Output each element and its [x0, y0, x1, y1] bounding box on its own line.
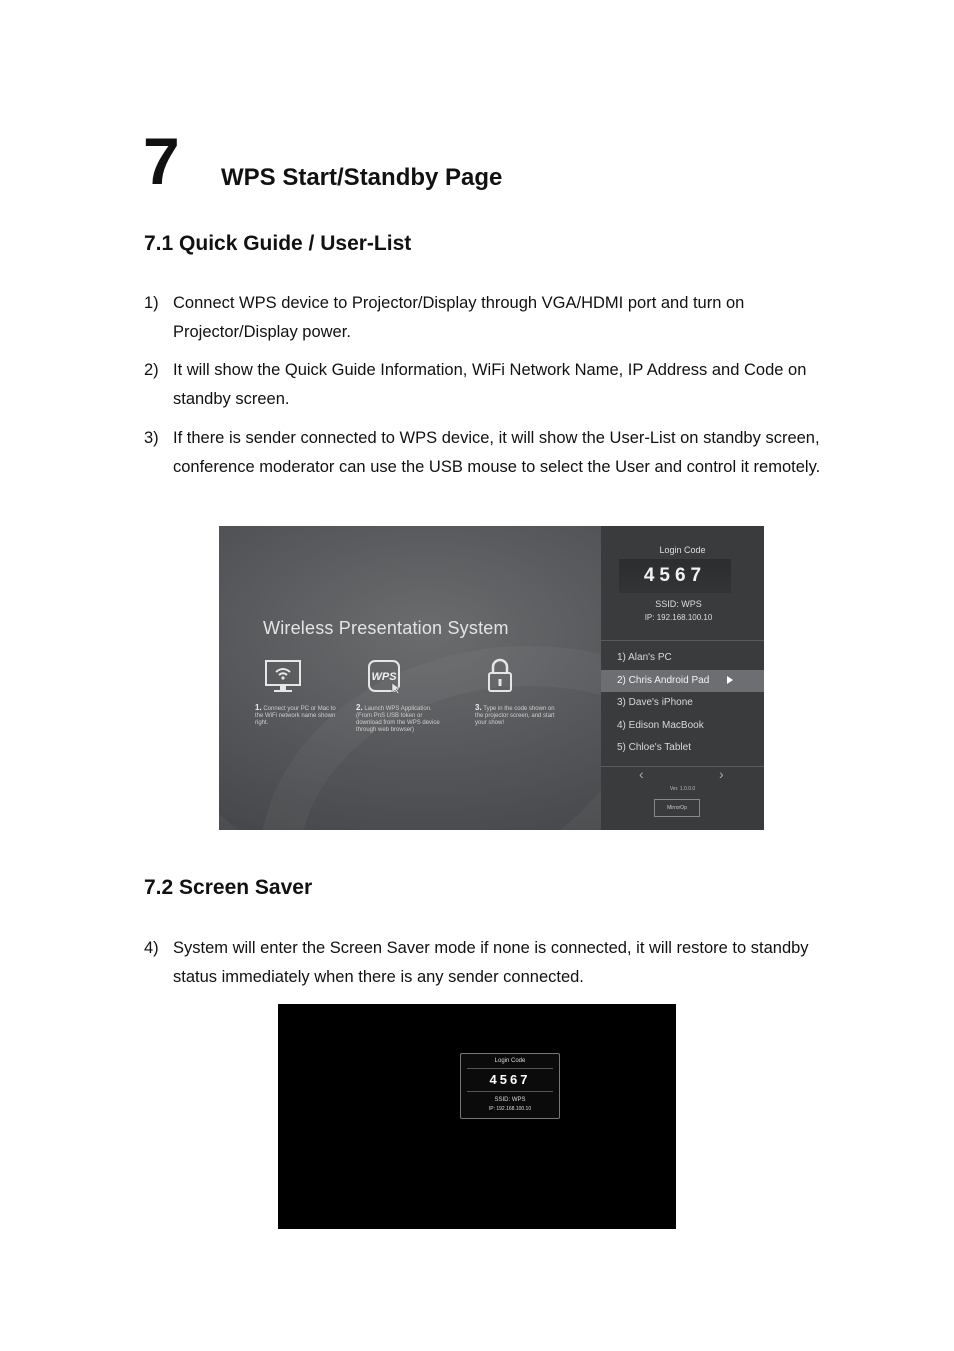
list-item: [144, 424, 824, 482]
list-item-number: 1): [144, 294, 159, 312]
monitor-wifi-icon: [264, 659, 302, 700]
step-number: 2.: [356, 703, 363, 712]
user-list-item[interactable]: [601, 692, 764, 714]
user-name: 5) Chloe's Tablet: [617, 742, 691, 753]
mouse-cursor-icon: [727, 676, 733, 684]
step-description: Connect your PC or Mac to the WiFi network name shown right.: [255, 706, 336, 726]
step-description: Launch WPS Application. (From PnS USB token or download from the WPS device through web browser): [356, 706, 440, 733]
step-number: 3.: [475, 703, 482, 712]
login-code-box: [460, 1053, 560, 1119]
chevron-left-icon[interactable]: ‹: [639, 766, 644, 782]
mirrorop-logo: MirrorOp: [654, 799, 700, 817]
user-list-item[interactable]: [601, 647, 764, 669]
chapter-number: 7: [143, 124, 180, 198]
section-title-quick-guide: 7.1 Quick Guide / User-List: [144, 232, 412, 255]
chapter-title: WPS Start/Standby Page: [221, 164, 503, 191]
list-item-text: Connect WPS device to Projector/Display through VGA/HDMI port and turn on Projector/Display power.: [173, 294, 745, 341]
lock-icon: [485, 657, 515, 700]
login-user-panel: [601, 526, 764, 830]
user-name: 4) Edison MacBook: [617, 720, 704, 731]
list-item-number: 2): [144, 361, 159, 379]
login-code-label: Login Code: [494, 1058, 526, 1064]
user-list-item[interactable]: [601, 737, 764, 759]
wps-icon-label: WPS: [371, 671, 397, 683]
divider: [601, 766, 764, 767]
standby-screenshot: [219, 526, 764, 830]
chevron-right-icon[interactable]: ›: [719, 766, 724, 782]
user-name: 1) Alan's PC: [617, 652, 672, 663]
list-item-text: If there is sender connected to WPS device, it will show the User-List on standby screen, conference moderator can use the USB mouse to select the User and control it remotely.: [173, 429, 821, 476]
list-item-text: System will enter the Screen Saver mode if none is connected, it will restore to standby status immediately when there is any sender connected.: [173, 939, 809, 986]
user-list-item-selected[interactable]: [601, 670, 764, 692]
login-code: 4567: [619, 559, 731, 593]
step-description: Type in the code shown on the projector screen, and start your show!: [475, 706, 555, 726]
version-text: Ver. 1.0.0.0: [669, 786, 696, 792]
chapter-heading: [143, 124, 503, 198]
user-list-item[interactable]: [601, 715, 764, 737]
list-item: [144, 934, 824, 992]
login-code: 4567: [489, 1072, 531, 1087]
list-item: [144, 289, 824, 347]
list-item: [144, 356, 824, 414]
login-code-label: Login Code: [659, 545, 706, 555]
ip-address: IP: 192.168.100.10: [488, 1106, 532, 1112]
list-item-number: 4): [144, 939, 159, 957]
step-text: [356, 704, 444, 734]
step-text: [475, 704, 563, 727]
ssid-text: SSID: WPS: [655, 599, 702, 609]
divider: [601, 640, 764, 641]
step-number: 1.: [255, 703, 262, 712]
user-name: 2) Chris Android Pad: [617, 675, 710, 686]
divider: [467, 1091, 553, 1092]
screensaver-screenshot: [278, 1004, 676, 1229]
section-title-screen-saver: 7.2 Screen Saver: [144, 876, 313, 899]
list-item-number: 3): [144, 429, 159, 447]
wps-app-icon: [367, 659, 403, 700]
system-title: Wireless Presentation System: [263, 618, 509, 638]
step-text: [255, 704, 343, 727]
ssid-text: SSID: WPS: [494, 1097, 526, 1103]
ip-address: IP: 192.168.100.10: [644, 613, 713, 622]
list-item-text: It will show the Quick Guide Information, WiFi Network Name, IP Address and Code on standby screen.: [173, 361, 807, 408]
user-name: 3) Dave's iPhone: [617, 697, 693, 708]
divider: [467, 1068, 553, 1069]
